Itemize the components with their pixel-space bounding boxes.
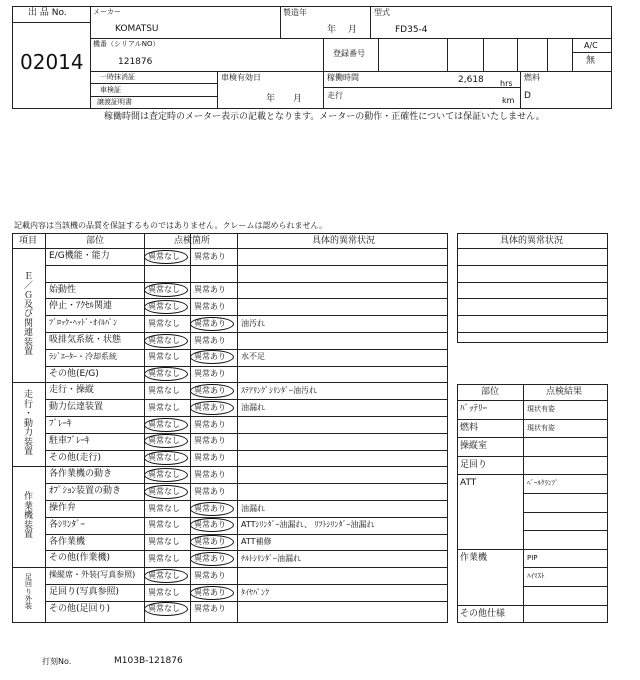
stamp-label: 打刻No. [42,657,72,666]
right-result-table [457,384,608,623]
row-part: その他(E/G) [49,368,99,379]
row-detail: ﾀｲﾔﾊﾟﾝｸ [241,587,269,597]
row-divider [457,419,608,420]
divider [45,233,46,623]
result-part: 操縦室 [460,441,488,452]
option-ok: 異常なし [148,352,180,362]
row-divider [457,282,608,283]
row-detail: ｽﾃｱﾘﾝｸﾞｼﾘﾝﾀﾞｰ油汚れ [241,385,317,395]
row-part: 操縦席・外装(写真参照) [49,570,136,580]
selected-circle [190,535,234,549]
divider [378,38,379,71]
option-ng: 異常あり [194,604,226,614]
category-char: 装 [23,520,33,531]
option-ng: 異常あり [194,503,226,513]
row-part: 各作業機 [49,536,86,547]
row-part: ﾗｼﾞｴｰﾀｰ・冷却系統 [49,351,117,361]
result-part: その他仕様 [460,608,506,619]
divider [572,38,573,71]
maker-label: メーカー [93,8,121,16]
divider [190,233,191,623]
row-divider [45,366,448,367]
category-char: 置 [23,529,33,540]
option-ok: 異常なし [148,570,180,580]
option-ng: 異常あり [194,587,226,597]
hours-label: 稼働時間 [327,73,359,82]
row-divider [457,248,608,249]
divider [237,233,238,623]
selected-circle [190,552,234,566]
row-divider [457,549,608,550]
row-divider [45,517,448,518]
divider [90,38,612,39]
category-char: 装 [23,437,33,448]
category-char: 及 [23,300,33,311]
row-divider [45,332,448,333]
row-divider [12,567,448,568]
row-part: その他(足回り) [49,603,111,614]
row-divider [45,298,448,299]
category-char: ・ [23,409,33,420]
option-ng: 異常あり [194,285,226,295]
row-detail: 油漏れ [241,402,265,412]
option-ng: 異常あり [194,301,226,311]
year-label: 製造年 [283,8,307,17]
category-char: 業 [23,501,33,512]
fuel-label: 燃料 [524,73,540,82]
row-divider [45,282,448,283]
row-part: 駐車ﾌﾞﾚｰｷ [49,435,90,446]
option-ng: 異常あり [194,419,226,429]
row-part: 各作業機の動き [49,469,113,480]
selected-circle [144,367,188,381]
option-ng: 異常あり [194,369,226,379]
divider [90,96,217,97]
row-divider [457,315,608,316]
option-ng: 異常あり [194,453,226,463]
row-divider [523,530,608,531]
km-unit: km [502,96,515,105]
lot-label: 出 品 No. [28,8,67,18]
row-divider [45,416,448,417]
divider [280,6,281,38]
hours-unit: hrs [500,79,513,88]
row-divider [457,332,608,333]
row-divider [457,265,608,266]
ac-value: 無 [586,56,596,66]
category-char: Ｇ [23,290,33,301]
category-work [12,466,45,567]
row-divider [523,586,608,587]
selected-circle [190,586,234,600]
row-divider [457,474,608,475]
row-divider [45,315,448,316]
category-char: 機 [23,511,33,522]
divider [572,52,612,53]
row-divider [457,298,608,299]
right-detail-table [457,233,608,343]
row-part: その他(走行) [49,452,102,463]
option-ng: 異常あり [194,553,226,563]
row-divider [45,433,448,434]
category-char: ／ [23,281,33,292]
selected-circle [144,334,188,348]
selected-circle [144,300,188,314]
option-ok: 異常なし [148,537,180,547]
right-part-header: 部位 [481,387,500,397]
option-ng: 異常あり [194,402,226,412]
right-detail-header: 具体的異常状況 [500,236,564,246]
option-ok: 異常なし [148,318,180,328]
serial-value: 121876 [118,57,153,67]
divider [517,38,518,71]
category-char: 回 [25,580,32,589]
option-ng: 異常あり [194,537,226,547]
result-value: 現状有姿 [527,423,555,432]
row-detail: 水不足 [241,352,265,362]
divider [12,248,448,249]
option-ok: 異常なし [148,335,180,345]
inspection-date: 年 月 [266,94,303,104]
category-char: 力 [23,428,33,439]
trial-cert-label: 譲渡証明書 [97,98,132,106]
row-divider [45,534,448,535]
option-ok: 異常なし [148,604,180,614]
row-divider [45,349,448,350]
row-divider [523,567,608,568]
row-part: E/G機能・能力 [49,251,110,261]
category-char: 置 [23,446,33,457]
row-part: 足回り(写真参照) [49,587,120,597]
category-char: 装 [25,602,32,611]
row-divider [45,483,448,484]
row-part: 停止・ｱｸｾﾙ関連 [49,301,113,312]
col-item-header: 項目 [19,236,38,246]
result-part: ATT [460,478,477,489]
option-ng: 異常あり [194,486,226,496]
row-detail: ATTｼﾘﾝﾀﾞｰ油漏れ、 ﾘﾌﾄｼﾘﾝﾀﾞｰ油漏れ [241,520,375,530]
model-label: 型式 [374,8,390,17]
temp-permit-label: 一時抹消証 [100,73,135,81]
option-ng: 異常あり [194,352,226,362]
divider [90,83,217,84]
row-detail: 油汚れ [241,318,265,328]
col-part-header: 部位 [86,236,105,246]
row-part: ﾌﾞﾛｯｸ･ﾍｯﾄﾞ･ｵｲﾙﾊﾟﾝ [49,318,117,328]
row-divider [45,265,448,266]
result-part: 燃料 [460,422,479,433]
row-part: ﾌﾞﾚｰｷ [49,419,72,429]
option-ok: 異常なし [148,419,180,429]
option-ok: 異常なし [148,369,180,379]
divider [447,38,448,71]
option-ng: 異常あり [194,436,226,446]
category-char: 走 [23,390,33,401]
divider [547,38,548,71]
divider [90,6,91,109]
option-ok: 異常なし [148,385,180,395]
vehicle-cert-label: 車検証 [100,86,121,94]
option-ng: 異常あり [194,520,226,530]
category-char: Ｅ [23,271,33,282]
main-table [12,233,448,623]
selected-circle [144,250,188,264]
category-char: 装 [23,337,33,348]
row-divider [457,605,608,606]
row-divider [523,512,608,513]
option-ok: 異常なし [148,553,180,563]
category-drive [12,382,45,466]
category-char: 外 [25,595,32,604]
category-char: 置 [23,347,33,358]
option-ok: 異常なし [148,285,180,295]
row-divider [457,400,608,401]
lot-number: 02014 [20,50,84,74]
selected-circle [144,451,188,465]
row-divider [45,450,448,451]
option-ok: 異常なし [148,453,180,463]
option-ok: 異常なし [148,503,180,513]
selected-circle [190,502,234,516]
right-result-header: 点検結果 [546,387,583,397]
selected-circle [144,468,188,482]
selected-circle [144,485,188,499]
fuel-value: D [524,91,531,101]
divider [323,87,520,88]
category-eg [12,248,45,382]
row-detail: ATT補修 [241,537,272,547]
serial-label: 機番（シリアルNO） [93,40,160,48]
divider [483,38,484,71]
option-ok: 異常なし [148,587,180,597]
category-char: 関 [23,318,33,329]
option-ok: 異常なし [148,251,180,261]
selected-circle [144,283,188,297]
result-value: 現状有姿 [527,405,555,413]
option-ok: 異常なし [148,469,180,479]
divider [217,71,218,109]
category-char: 作 [23,492,33,503]
selected-circle [144,418,188,432]
option-ng: 異常あり [194,385,226,395]
category-foot [12,567,45,617]
model-value: FD35-4 [395,25,428,35]
row-part: 操作弁 [49,503,77,513]
row-divider [12,466,448,467]
divider [323,38,324,109]
row-part: 吸排気系統・状態 [49,335,122,345]
result-value: ﾍﾞｰﾙｸﾗﾝﾌﾟ [527,479,559,488]
option-ng: 異常あり [194,335,226,345]
stamp-value: M103B-121876 [114,656,183,666]
option-ng: 異常あり [194,469,226,479]
category-char: び [23,309,33,320]
reg-label: 登録番号 [333,49,365,58]
year-month: 年 月 [327,25,357,35]
hours-value: 2,618 [458,75,484,85]
hours-note: 稼働時間は査定時のメーター表示の記載となります。メーターの動作・正確性については保証いたしません。 [104,112,545,122]
row-part: 走行・操縦 [49,385,95,396]
maker-value: KOMATSU [115,24,159,34]
option-ng: 異常あり [194,251,226,261]
divider [523,384,524,623]
category-char: 動 [23,418,33,429]
row-divider [45,550,448,551]
row-detail: 油漏れ [241,503,265,513]
row-divider [523,493,608,494]
option-ok: 異常なし [148,301,180,311]
result-part: 足回り [460,459,488,470]
option-ok: 異常なし [148,402,180,412]
inspection-label: 車検有効日 [221,73,261,82]
row-divider [45,584,448,585]
divider [90,71,612,72]
selected-circle [190,317,234,331]
result-value: PIP [527,553,538,562]
mileage-label: 走行 [327,91,343,100]
category-char: 連 [23,328,33,339]
col-detail-header: 具体的異常状況 [312,236,376,246]
row-divider [457,437,608,438]
option-ng: 異常あり [194,318,226,328]
row-divider [45,601,448,602]
category-char: 行 [23,399,33,410]
selected-circle [190,384,234,398]
option-ok: 異常なし [148,520,180,530]
result-part: 作業機 [460,552,488,563]
result-part: ﾊﾞｯﾃﾘｰ [460,404,488,414]
category-char: り [25,587,32,596]
disclaimer: 記載内容は当該機の品質を保証するものではありません。クレームは認められません。 [14,221,327,230]
row-part: ｵﾌﾟｼｮﾝ装置の動き [49,486,122,497]
row-part: その他(作業機) [49,553,111,564]
row-part: 動力伝達装置 [49,402,104,413]
divider [12,22,90,23]
row-divider [457,456,608,457]
row-divider [12,382,448,383]
option-ng: 異常あり [194,570,226,580]
option-ok: 異常なし [148,436,180,446]
row-detail: ﾁﾙﾄｼﾘﾝﾀﾞｰ油漏れ [241,553,301,563]
col-check-header: 点検箇所 [174,236,211,246]
selected-circle [144,569,188,583]
category-char: 足 [25,573,32,582]
row-part: 始動性 [49,284,77,295]
result-value: ﾊｲﾏｽﾄ [527,572,545,581]
selected-circle [190,401,234,415]
row-part: 各ｼﾘﾝﾀﾞｰ [49,519,86,530]
ac-label: A/C [584,41,598,50]
divider [370,6,371,38]
divider [520,71,521,109]
row-divider [45,500,448,501]
row-divider [45,399,448,400]
option-ok: 異常なし [148,486,180,496]
